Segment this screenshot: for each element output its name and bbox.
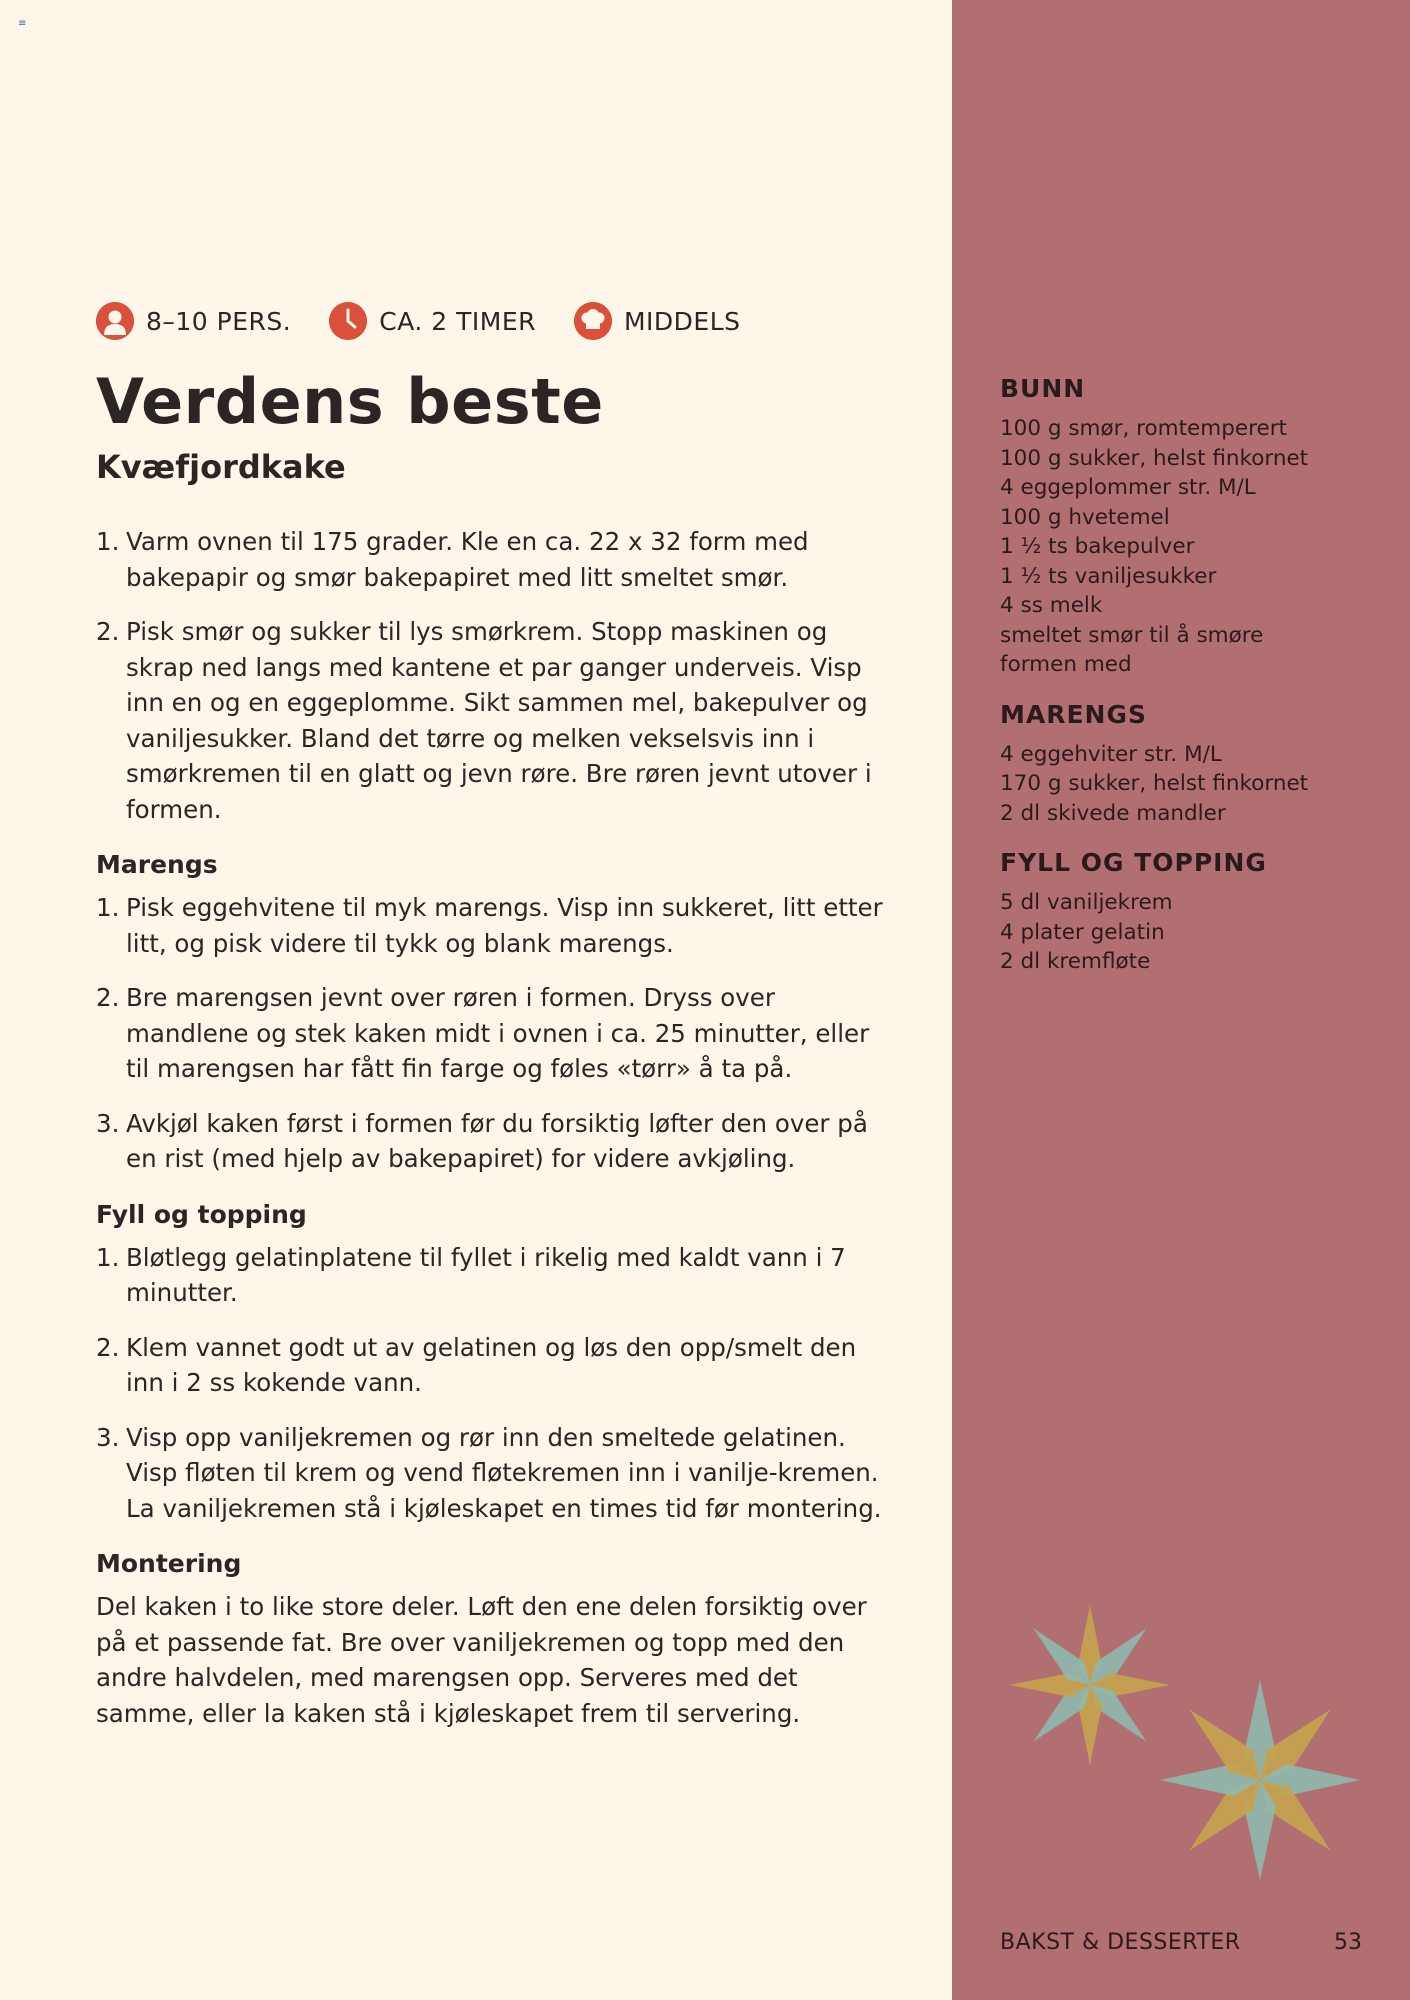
list-item: smeltet smør til å smøre — [1000, 622, 1264, 648]
marengs-heading: Marengs — [96, 850, 218, 879]
list-item: 1 ½ ts vaniljesukker — [1000, 563, 1217, 589]
list-item: 4 eggeplommer str. M/L — [1000, 475, 1256, 500]
fyll-ingredients-heading: FYLL OG TOPPING — [1000, 848, 1267, 877]
list-item: 4 plater gelatin — [1000, 919, 1165, 945]
fyll-ingredients — [1000, 888, 1380, 977]
list-item: 1. Pisk eggehvitene til myk marengs. Visp inn sukkeret, litt etter litt, og pisk videre til tykk og blank marengs. — [96, 893, 883, 958]
list-item: 100 g hvetemel — [1000, 504, 1170, 530]
list-item: 2 dl skivede mandler — [1000, 800, 1226, 826]
chef-hat-icon — [574, 302, 612, 340]
list-item: 1. Bløtlegg gelatinplatene til fyllet i rikelig med kaldt vann i 7 minutter. — [96, 1242, 846, 1307]
marengs-ingredients-heading: MARENGS — [1000, 699, 1148, 729]
bunn-ingredients — [1000, 414, 1380, 680]
list-item: 5 dl vaniljekrem — [1000, 890, 1173, 915]
list-item: 2 dl kremfløte — [1000, 949, 1151, 974]
list-item: 2. Pisk smør og sukker til lys smørkrem. Stopp maskinen og skrap ned langs med kantene et par ganger underveis. Visp inn en og en eggeplomme. Sikt sammen mel, bakepulver og vaniljesukker. Bland det tørre og melken vekselsvis inn i smørkremen til en glatt og jevn røre. Bre røren jevnt utover i formen. — [96, 617, 872, 824]
bunn-steps — [96, 524, 896, 827]
bunn-ingredients-heading: BUNN — [1000, 374, 1086, 403]
time-meta — [329, 302, 536, 340]
servings-text: 8–10 PERS. — [146, 306, 292, 336]
montering-heading: Montering — [96, 1549, 242, 1578]
list-item: 3. Avkjøl kaken først i formen før du forsiktig løfter den over på en rist (med hjelp av bakepapiret) for videre avkjøling. — [96, 1108, 868, 1173]
list-item: 4 ss melk — [1000, 593, 1103, 618]
instructions — [96, 524, 896, 1731]
recipe-meta — [96, 302, 779, 340]
ingredients-list — [1000, 372, 1380, 995]
section-label: BAKST & DESSERTER — [1000, 1930, 1241, 1955]
list-item: 100 g smør, romtemperert — [1000, 416, 1287, 441]
list-item: 2. Bre marengsen jevnt over røren i formen. Dryss over mandlene og stek kaken midt i ovnen i ca. 25 minutter, eller til marengsen har fått fin farge og føles «tørr» å ta på. — [96, 983, 870, 1083]
fyll-steps — [96, 1240, 896, 1527]
difficulty-meta — [574, 302, 741, 340]
marengs-steps — [96, 890, 896, 1177]
list-item: 1 ½ ts bakepulver — [1000, 534, 1195, 559]
servings-meta — [96, 302, 291, 340]
list-item: 170 g sukker, helst finkornet — [1000, 771, 1309, 796]
list-item: formen med — [1000, 652, 1132, 677]
marengs-ingredients — [1000, 740, 1380, 829]
list-item: 1. Varm ovnen til 175 grader. Kle en ca. 22 x 32 form med bakepapir og smør bakepapiret med litt smeltet smør. — [96, 527, 809, 592]
person-icon — [96, 302, 134, 340]
recipe-title: Verdens beste — [96, 365, 604, 438]
montering-text: Del kaken i to like store deler. Løft den ene delen forsiktig over på et passende fat. Bre over vaniljekremen og topp med den andre halvdelen, med marengsen opp. Serveres med det samme, eller la kaken stå i kjøleskapet frem til servering. — [96, 1592, 867, 1728]
list-item: 2. Klem vannet godt ut av gelatinen og løs den opp/smelt den inn i 2 ss kokende vann. — [96, 1332, 857, 1397]
time-text: CA. 2 TIMER — [379, 306, 536, 336]
clock-icon — [329, 302, 367, 340]
list-item: 4 eggehviter str. M/L — [1000, 741, 1222, 767]
list-item: 3. Visp opp vaniljekremen og rør inn den smeltede gelatinen. Visp fløten til krem og vend fløtekremen inn i vanilje-kremen. La vaniljekremen stå i kjøleskapet en times tid før montering. — [96, 1422, 882, 1523]
star-ornament-icon — [990, 1590, 1370, 1890]
recipe-subtitle: Kvæfjordkake — [96, 448, 346, 486]
difficulty-text: MIDDELS — [623, 306, 741, 336]
fyll-heading: Fyll og topping — [96, 1199, 307, 1229]
corner-mark: ≡ — [18, 18, 27, 29]
page-number: 53 — [1334, 1930, 1362, 1955]
list-item: 100 g sukker, helst finkornet — [1000, 445, 1309, 471]
